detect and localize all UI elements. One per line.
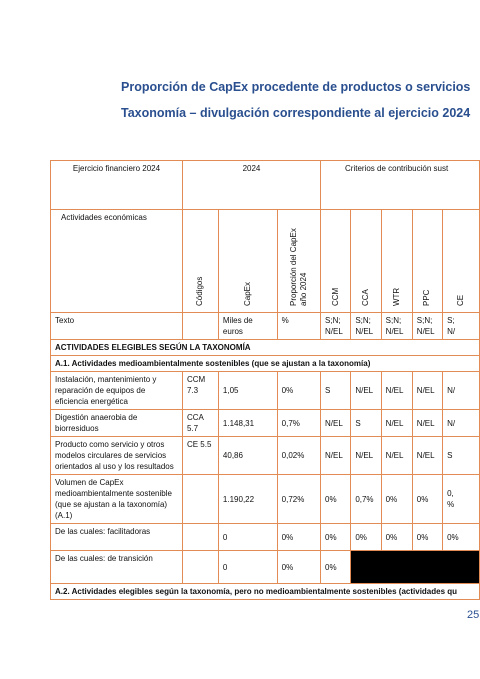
units-wtr <box>381 313 412 340</box>
table-row <box>51 372 480 410</box>
row-ce: S <box>443 437 480 475</box>
units-cca-l2: N/EL <box>355 327 374 336</box>
row-activity: De las cuales: de transición <box>51 551 183 584</box>
row-ccm: 0% <box>321 524 351 551</box>
units-proportion: % <box>277 313 320 340</box>
ppc-header <box>412 210 442 313</box>
ccm-header <box>321 210 351 313</box>
units-label: Texto <box>51 313 183 340</box>
row-activity: Digestión anaerobia de biorresiduos <box>51 410 183 437</box>
row-code-l1: CE 5.5 <box>186 440 212 449</box>
criteria-cell: Criterios de contribución sust <box>321 161 480 210</box>
units-ppc-l1: S;N; <box>416 316 433 325</box>
row-proportion: 0,72% <box>277 475 320 524</box>
row-ppc: N/EL <box>412 437 442 475</box>
row-code <box>182 524 218 551</box>
cca-header <box>351 210 381 313</box>
row-ccm: 0% <box>321 551 351 584</box>
section-a1: A.1. Actividades medioambientalmente sostenibles (que se ajustan a la taxonomía) <box>51 356 480 372</box>
row-activity: Volumen de CapEx medioambientalmente sostenible (que se ajustan a la taxonomía) (A.1) <box>51 475 183 524</box>
row-capex: 1,05 <box>218 372 277 410</box>
row-capex: 1.148,31 <box>218 410 277 437</box>
row-code <box>182 437 218 475</box>
units-codes <box>182 313 218 340</box>
section-eligible-row <box>51 340 480 356</box>
row-capex: 0 <box>218 524 277 551</box>
section-eligible: ACTIVIDADES ELEGIBLES SEGÚN LA TAXONOMÍA <box>51 340 480 356</box>
units-cca-l1: S;N; <box>355 316 371 325</box>
row-proportion: 0% <box>277 372 320 410</box>
page-number: 25 <box>467 609 480 621</box>
section-a1-row <box>51 356 480 372</box>
header-row-2 <box>51 210 480 313</box>
section-a2-row <box>51 584 480 600</box>
row-cca: 0% <box>351 524 381 551</box>
proportion-header-line1: Proporción del CapEx <box>288 228 298 306</box>
capex-header <box>218 210 277 313</box>
row-wtr: N/EL <box>381 372 412 410</box>
fiscal-year-cell: Ejercicio financiero 2024 <box>51 161 183 210</box>
row-ppc: 0% <box>412 524 442 551</box>
row-code <box>182 551 218 584</box>
row-cca: 0,7% <box>351 475 381 524</box>
units-ce-l1: S; <box>447 316 455 325</box>
year-cell: 2024 <box>182 161 320 210</box>
table-row <box>51 410 480 437</box>
units-ccm <box>321 313 351 340</box>
units-ccm-l1: S;N; <box>325 316 341 325</box>
proportion-header <box>277 210 320 313</box>
row-code-l2: 7.3 <box>186 386 199 395</box>
redacted-block <box>351 551 480 584</box>
table-row <box>51 524 480 551</box>
row-capex: 1.190,22 <box>218 475 277 524</box>
cca-header-label: CCA <box>360 289 370 306</box>
row-activity: Instalación, mantenimiento y reparación de equipos de eficiencia energética <box>51 372 183 410</box>
row-cca: N/EL <box>351 437 381 475</box>
wtr-header-label: WTR <box>391 287 401 306</box>
ppc-header-label: PPC <box>422 289 432 306</box>
proportion-header-label <box>289 228 309 306</box>
row-capex: 40,86 <box>218 437 277 475</box>
row-proportion: 0,7% <box>277 410 320 437</box>
header-row-1 <box>51 161 480 210</box>
row-code-l1: CCA <box>186 413 204 422</box>
row-code-l1: CCM <box>186 375 206 384</box>
row-ccm: 0% <box>321 475 351 524</box>
table-row <box>51 551 480 584</box>
row-ce: N/ <box>443 410 480 437</box>
row-activity: De las cuales: facilitadoras <box>51 524 183 551</box>
row-wtr: N/EL <box>381 437 412 475</box>
row-code <box>182 475 218 524</box>
row-wtr: N/EL <box>381 410 412 437</box>
row-ppc: N/EL <box>412 410 442 437</box>
table-row <box>51 437 480 475</box>
units-ppc-l2: N/EL <box>416 327 435 336</box>
row-ccm: S <box>321 372 351 410</box>
row-ccm: N/EL <box>321 437 351 475</box>
units-wtr-l1: S;N; <box>385 316 402 325</box>
capex-header-label: CapEx <box>242 281 252 306</box>
codes-header-label: Códigos <box>195 276 205 306</box>
row-proportion: 0% <box>277 551 320 584</box>
row-capex: 0 <box>218 551 277 584</box>
codes-header <box>182 210 218 313</box>
section-a2: A.2. Actividades elegibles según la taxonomía, pero no medioambientalmente sostenibles (actividades qu <box>51 584 480 600</box>
ce-header <box>443 210 480 313</box>
units-row <box>51 313 480 340</box>
row-code-l2: 5.7 <box>186 424 199 433</box>
title-line-1: Proporción de CapEx procedente de productos o servicios <box>121 80 471 94</box>
row-ce: N/ <box>443 372 480 410</box>
units-capex-line2: euros <box>222 327 243 336</box>
units-ppc <box>412 313 442 340</box>
row-proportion: 0% <box>277 524 320 551</box>
row-code <box>182 410 218 437</box>
wtr-header <box>381 210 412 313</box>
taxonomy-table <box>50 160 480 600</box>
units-capex <box>218 313 277 340</box>
row-ce: 0% <box>443 524 480 551</box>
units-ce <box>443 313 480 340</box>
proportion-header-line2: año 2024 <box>298 272 308 306</box>
row-cca: N/EL <box>351 372 381 410</box>
activities-header-label: Actividades económicas <box>61 213 147 222</box>
ccm-header-label: CCM <box>330 287 340 306</box>
activities-header <box>51 210 183 313</box>
title-line-2: Taxonomía – divulgación correspondiente al ejercicio 2024 <box>121 106 471 120</box>
units-capex-line1: Miles de <box>222 316 253 325</box>
row-cca: S <box>351 410 381 437</box>
row-wtr: 0% <box>381 475 412 524</box>
table-row <box>51 475 480 524</box>
row-wtr: 0% <box>381 524 412 551</box>
units-wtr-l2: N/EL <box>385 327 404 336</box>
row-ppc: N/EL <box>412 372 442 410</box>
row-ce: 0, % <box>443 475 480 524</box>
units-ce-l2: N/ <box>447 327 456 336</box>
units-cca <box>351 313 381 340</box>
row-code <box>182 372 218 410</box>
ce-header-label: CE <box>456 294 466 306</box>
units-ccm-l2: N/EL <box>325 327 343 336</box>
row-activity: Producto como servicio y otros modelos circulares de servicios orientados al uso y los resultados <box>51 437 183 475</box>
row-proportion: 0,02% <box>277 437 320 475</box>
row-ccm: N/EL <box>321 410 351 437</box>
row-ppc: 0% <box>412 475 442 524</box>
